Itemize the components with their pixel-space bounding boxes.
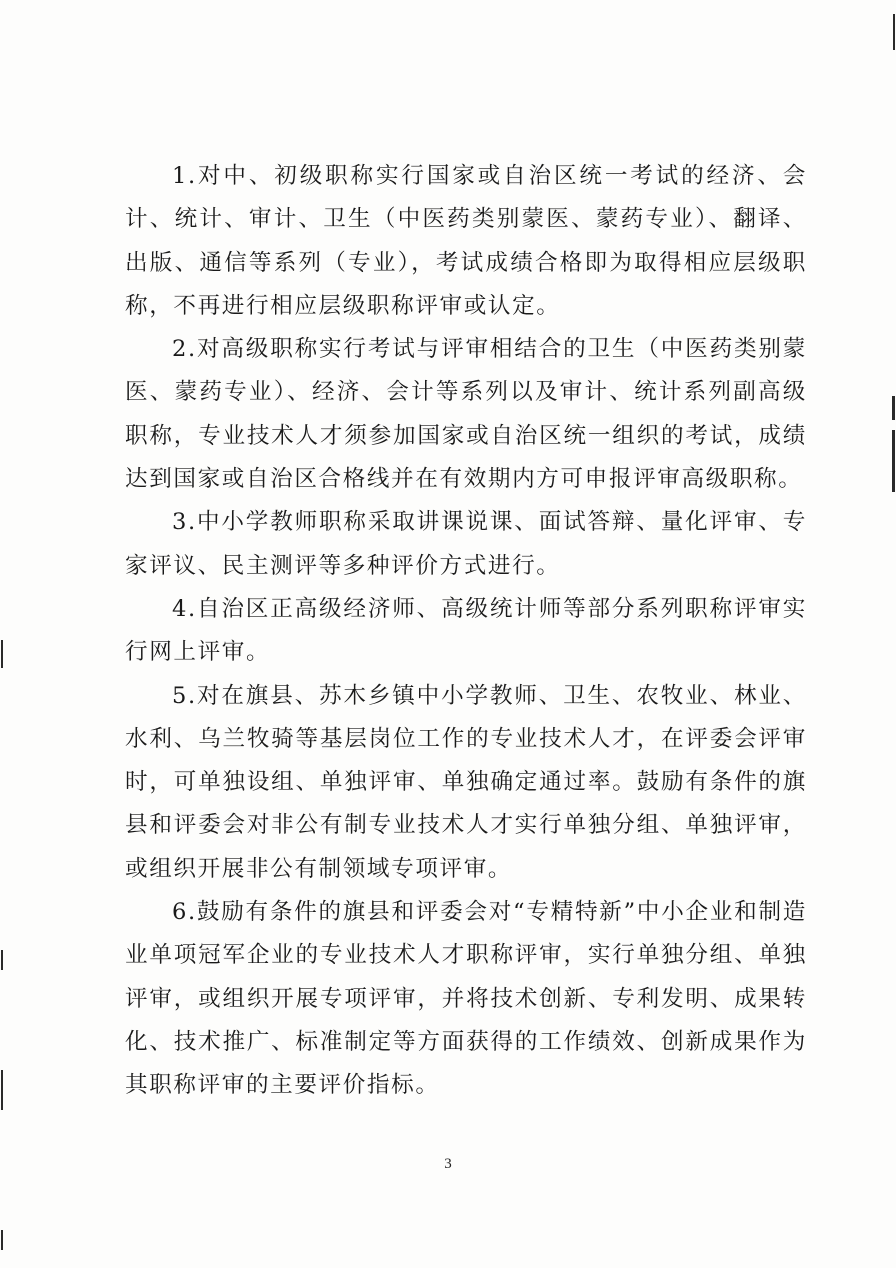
page-number: 3	[444, 1156, 452, 1172]
scan-edge-mark-left-3	[1, 1070, 3, 1110]
scan-edge-mark-left-1	[1, 640, 3, 668]
paragraph-1: 1.对中、初级职称实行国家或自治区统一考试的经济、会计、统计、审计、卫生（中医药类别蒙医、蒙药专业）、翻译、出版、通信等系列（专业），考试成绩合格即为取得相应层级职称，不再进行相应层级职称评审或认定。	[125, 163, 807, 319]
paragraph-6: 6.鼓励有条件的旗县和评委会对“专精特新”中小企业和制造业单项冠军企业的专业技术人才职称评审，实行单独分组、单独评审，或组织开展专项评审，并将技术创新、专利发明、成果转化、技术推广、标准制定等方面获得的工作绩效、创新成果作为其职称评审的主要评价指标。	[125, 899, 807, 1099]
paragraph-2: 2.对高级职称实行考试与评审相结合的卫生（中医药类别蒙医、蒙药专业）、经济、会计等系列以及审计、统计系列副高级职称，专业技术人才须参加国家或自治区统一组织的考试，成绩达到国家或自治区合格线并在有效期内方可申报评审高级职称。	[125, 336, 807, 493]
scan-edge-mark-right-1	[892, 396, 895, 420]
paragraph-3: 3.中小学教师职称采取讲课说课、面试答辩、量化评审、专家评议、民主测评等多种评价方式进行。	[125, 509, 807, 579]
document-body	[125, 155, 807, 1108]
paragraph-4: 4.自治区正高级经济师、高级统计师等部分系列职称评审实行网上评审。	[125, 595, 807, 666]
scan-edge-mark-right-2	[892, 430, 895, 492]
scan-edge-mark-left-2	[1, 950, 3, 970]
scan-edge-mark-right-3	[893, 14, 895, 50]
scan-edge-mark-left-4	[1, 1230, 3, 1250]
paragraph-5: 5.对在旗县、苏木乡镇中小学教师、卫生、农牧业、林业、水利、乌兰牧骑等基层岗位工作的专业技术人才，在评委会评审时，可单独设组、单独评审、单独确定通过率。鼓励有条件的旗县和评委会对非公有制专业技术人才实行单独分组、单独评审，或组织开展非公有制领域专项评审。	[125, 682, 807, 882]
